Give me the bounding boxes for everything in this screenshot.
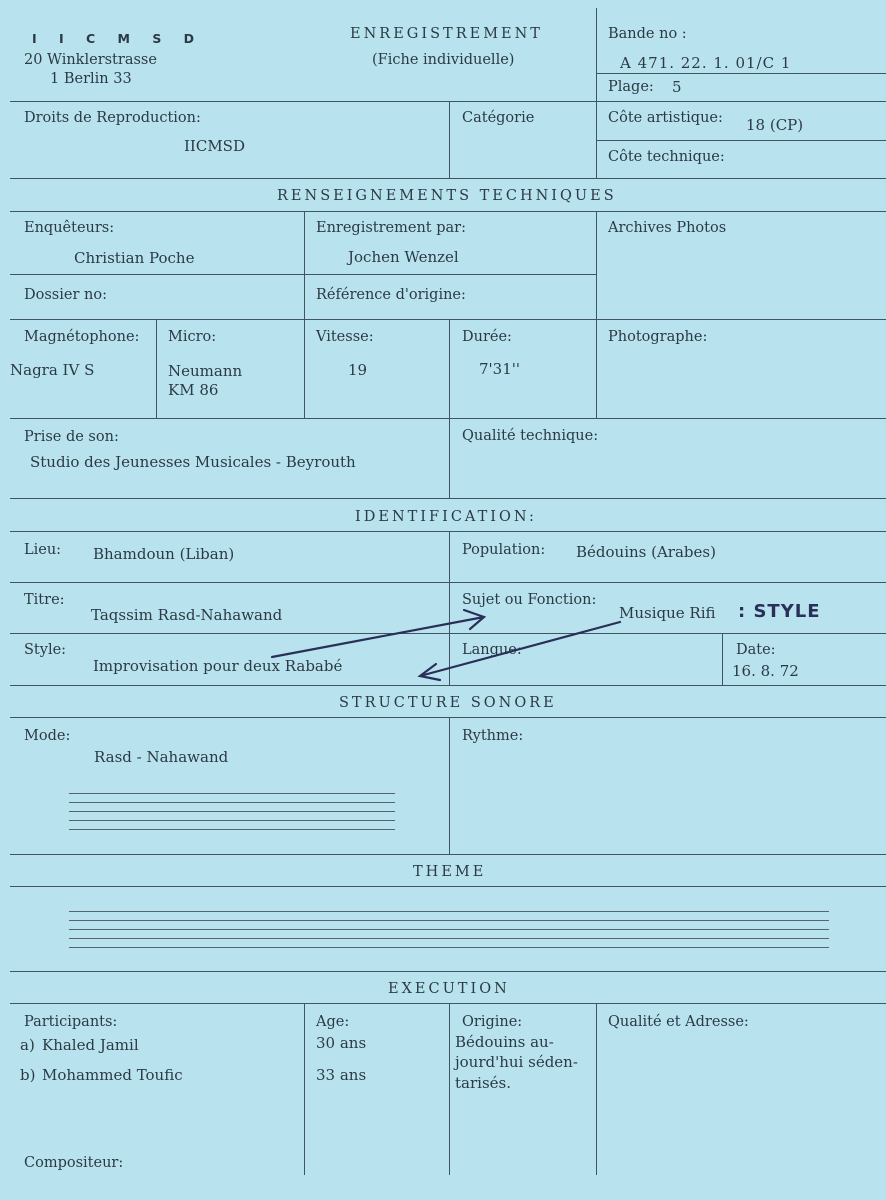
mode-value: Rasd - Nahawand <box>94 748 229 766</box>
reference-label: Référence d'origine: <box>316 287 466 303</box>
vitesse-label: Vitesse: <box>316 329 374 345</box>
archives-photos-label: Archives Photos <box>608 220 727 236</box>
micro-value-1: Neumann <box>168 362 243 380</box>
section-title-execution: EXECUTION <box>388 981 510 997</box>
participant-b-marker: b) <box>20 1066 36 1084</box>
photographe-label: Photographe: <box>608 329 708 345</box>
date-value: 16. 8. 72 <box>732 662 799 680</box>
age-a: 30 ans <box>316 1034 367 1052</box>
origine-line-3: tarisés. <box>455 1074 511 1092</box>
lieu-value: Bhamdoun (Liban) <box>93 545 235 563</box>
cote-artistique-value: 18 (CP) <box>746 116 804 134</box>
form-subtitle: (Fiche individuelle) <box>372 52 515 68</box>
langue-label: Langue: <box>462 642 522 658</box>
participant-b-name: Mohammed Toufic <box>42 1066 183 1084</box>
org-logo: I I C M S D <box>32 31 204 46</box>
origine-label: Origine: <box>462 1014 523 1030</box>
age-label: Age: <box>316 1014 350 1030</box>
origine-line-1: Bédouins au- <box>455 1033 554 1051</box>
arrow-sujet-to-style <box>420 622 620 680</box>
bande-label: Bande no : <box>608 26 687 42</box>
compositeur-label: Compositeur: <box>24 1155 124 1171</box>
duree-value: 7'31'' <box>479 360 521 378</box>
form-title: ENREGISTREMENT <box>350 26 543 42</box>
qualite-technique-label: Qualité technique: <box>462 428 599 444</box>
enqueteurs-value: Christian Poche <box>74 249 195 267</box>
style-label: Style: <box>24 642 67 658</box>
duree-label: Durée: <box>462 329 512 345</box>
micro-label: Micro: <box>168 329 217 345</box>
micro-value-2: KM 86 <box>168 381 219 399</box>
participant-a-name: Khaled Jamil <box>42 1036 139 1054</box>
section-title-theme: THEME <box>413 864 487 880</box>
section-title-structure: STRUCTURE SONORE <box>339 695 557 711</box>
enregistrement-par-value: Jochen Wenzel <box>348 248 459 266</box>
droits-label: Droits de Reproduction: <box>24 110 201 126</box>
cote-artistique-label: Côte artistique: <box>608 110 723 126</box>
enregistrement-par-label: Enregistrement par: <box>316 220 466 236</box>
categorie-label: Catégorie <box>462 110 535 126</box>
address-line-1: 20 Winklerstrasse <box>24 52 157 68</box>
bande-value: A 471. 22. 1. 01/C 1 <box>620 54 792 72</box>
enqueteurs-label: Enquêteurs: <box>24 220 115 236</box>
population-value: Bédouins (Arabes) <box>576 543 716 561</box>
prise-de-son-label: Prise de son: <box>24 429 119 445</box>
origine-line-2: jourd'hui séden- <box>455 1053 578 1071</box>
sujet-value: Musique Rifi <box>619 604 716 622</box>
section-title-identification: IDENTIFICATION: <box>355 509 537 525</box>
prise-de-son-value: Studio des Jeunesses Musicales - Beyrouth <box>30 453 356 471</box>
mode-label: Mode: <box>24 728 71 744</box>
participant-a-marker: a) <box>20 1036 35 1054</box>
vitesse-value: 19 <box>348 361 368 379</box>
cote-technique-label: Côte technique: <box>608 149 725 165</box>
lieu-label: Lieu: <box>24 542 62 558</box>
plage-label: Plage: <box>608 79 654 95</box>
magnetophone-value: Nagra IV S <box>10 361 95 379</box>
handwritten-style-note: : STYLE <box>738 601 821 622</box>
age-b: 33 ans <box>316 1066 367 1084</box>
dossier-label: Dossier no: <box>24 287 107 303</box>
population-label: Population: <box>462 542 546 558</box>
sujet-label: Sujet ou Fonction: <box>462 592 597 608</box>
style-value: Improvisation pour deux Rababé <box>93 657 343 675</box>
titre-label: Titre: <box>24 592 65 608</box>
date-label: Date: <box>736 642 776 658</box>
address-line-2: 1 Berlin 33 <box>50 71 132 87</box>
droits-value: IICMSD <box>184 137 245 155</box>
qualite-adresse-label: Qualité et Adresse: <box>608 1014 749 1030</box>
section-title-technical: RENSEIGNEMENTS TECHNIQUES <box>277 188 617 204</box>
rythme-label: Rythme: <box>462 728 524 744</box>
plage-value: 5 <box>672 78 682 96</box>
participants-label: Participants: <box>24 1014 118 1030</box>
arrow-titre-to-sujet <box>272 610 484 657</box>
magnetophone-label: Magnétophone: <box>24 329 140 345</box>
titre-value: Taqssim Rasd-Nahawand <box>91 606 283 624</box>
